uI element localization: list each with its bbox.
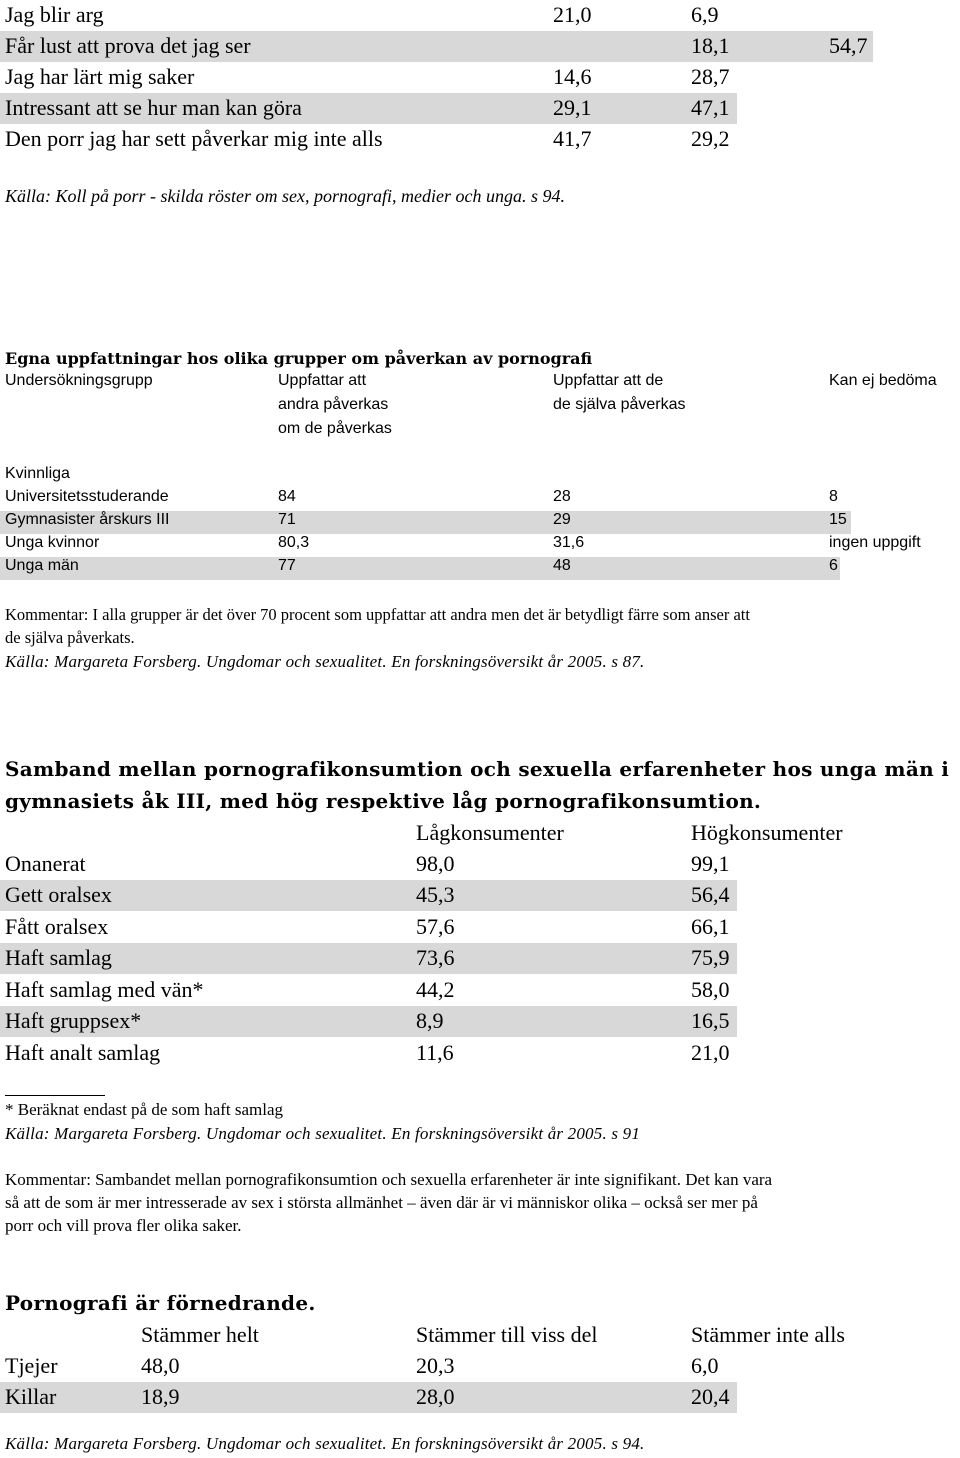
table2-header-others-3: om de påverkas [278,420,392,437]
table3-row-label: Gett oralsex [5,882,112,907]
table2-header-group: Undersökningsgrupp [5,372,153,389]
table3-cell: 58,0 [691,977,730,1002]
table4-cell: 6,0 [691,1353,719,1378]
table3-cell: 45,3 [416,882,455,907]
table2-cell: 84 [278,488,296,505]
table1-row-label: Den porr jag har sett påverkar mig inte alls [5,126,383,151]
table2-cell: 6 [829,557,838,574]
table2-cell: 8 [829,488,838,505]
table4-col1: Stämmer helt [141,1322,259,1347]
table2-section-label: Kvinnliga [5,465,70,482]
table3-col-low: Lågkonsumenter [416,820,564,845]
table3-row-label: Onanerat [5,851,86,876]
table3-cell: 73,6 [416,945,455,970]
table2-row-group: Unga kvinnor [5,534,100,551]
table3-title-2: gymnasiets åk III, med hög respektive låg pornografikonsumtion. [5,789,762,813]
table4-row-label: Killar [5,1384,57,1409]
table2-cell: 28 [553,488,571,505]
table4-source: Källa: Margareta Forsberg. Ungdomar och sexualitet. En forskningsöversikt år 2005. s 94. [5,1434,645,1453]
table3-col-high: Högkonsumenter [691,820,843,845]
table4-cell: 18,9 [141,1384,180,1409]
table3-cell: 56,4 [691,882,730,907]
table2-row-group: Unga män [5,557,79,574]
table4-row-label: Tjejer [5,1353,58,1378]
table4-col3: Stämmer inte alls [691,1322,845,1347]
table3-row-label: Haft analt samlag [5,1040,161,1065]
table3-row-label: Haft samlag [5,945,112,970]
table2-header-others: Uppfattar att [278,372,367,389]
table3-cell: 57,6 [416,914,455,939]
table3-cell: 66,1 [691,914,730,939]
table3-title: Samband mellan pornografikonsumtion och sexuella erfarenheter hos unga män i [5,757,950,781]
table3-cell: 75,9 [691,945,730,970]
table3-cell: 44,2 [416,977,455,1002]
table1-row-label: Får lust att prova det jag ser [5,33,251,58]
table2-cell: 80,3 [278,534,310,551]
table1-cell: 21,0 [553,2,592,27]
table1-cell: 47,1 [691,95,730,120]
table1-cell: 41,7 [553,126,592,151]
table2-header-cannot: Kan ej bedöma [829,372,937,389]
table3-comment-2: så att de som är mer intresserade av sex i största allmänhet – även där är vi människor olika – också ser mer på [5,1193,758,1212]
table1-cell: 28,7 [691,64,730,89]
table4-title: Pornografi är förnedrande. [5,1291,316,1315]
table3-comment-3: porr och vill prova fler olika saker. [5,1216,242,1235]
table1-cell: 14,6 [553,64,592,89]
table3-comment: Kommentar: Sambandet mellan pornografikonsumtion och sexuella erfarenheter är inte signifikant. Det kan vara [5,1170,773,1189]
table2-comment: Kommentar: I alla grupper är det över 70 procent som uppfattar att andra men det är betydligt färre som anser att [5,605,750,624]
table4-cell: 48,0 [141,1353,180,1378]
table3-row-label: Haft gruppsex* [5,1008,142,1033]
table2-cell: 31,6 [553,534,585,551]
table1-cell: 29,1 [553,95,592,120]
table1-cell: 6,9 [691,2,719,27]
table2-title: Egna uppfattningar hos olika grupper om påverkan av pornografi [5,349,593,368]
table3-cell: 21,0 [691,1040,730,1065]
table1-row-label: Jag har lärt mig saker [5,64,195,89]
table2-header-self-2: de själva påverkas [553,396,686,413]
table4-cell: 28,0 [416,1384,455,1409]
table4-cell: 20,3 [416,1353,455,1378]
table1-cell: 18,1 [691,33,730,58]
footnote-divider [5,1095,105,1096]
table2-row-group: Gymnasister årskurs III [5,511,170,528]
table1-row-label: Intressant att se hur man kan göra [5,95,302,120]
table1-cell: 54,7 [829,33,868,58]
table2-comment-2: de själva påverkats. [5,628,135,647]
table2-cell: ingen uppgift [829,534,921,551]
table3-cell: 11,6 [416,1040,454,1065]
table2-cell: 71 [278,511,296,528]
table3-footnote: * Beräknat endast på de som haft samlag [5,1100,284,1119]
table3-cell: 98,0 [416,851,455,876]
table3-row-label: Fått oralsex [5,914,109,939]
table2-cell: 15 [829,511,847,528]
table2-source: Källa: Margareta Forsberg. Ungdomar och sexualitet. En forskningsöversikt år 2005. s 87. [5,652,645,671]
table3-source: Källa: Margareta Forsberg. Ungdomar och sexualitet. En forskningsöversikt år 2005. s 91 [5,1124,641,1143]
table2-cell: 48 [553,557,571,574]
table1-row-label: Jag blir arg [5,2,104,27]
table2-header-others-2: andra påverkas [278,396,389,413]
table1-cell: 29,2 [691,126,730,151]
table4-col2: Stämmer till viss del [416,1322,598,1347]
table3-row-label: Haft samlag med vän* [5,977,204,1002]
table1-source: Källa: Koll på porr - skilda röster om sex, pornografi, medier och unga. s 94. [5,186,565,206]
table4-cell: 20,4 [691,1384,730,1409]
table3-cell: 16,5 [691,1008,730,1033]
table3-cell: 99,1 [691,851,730,876]
table2-cell: 29 [553,511,571,528]
table2-header-self: Uppfattar att de [553,372,664,389]
table3-cell: 8,9 [416,1008,444,1033]
table2-row-group: Universitetsstuderande [5,488,169,505]
table2-cell: 77 [278,557,296,574]
